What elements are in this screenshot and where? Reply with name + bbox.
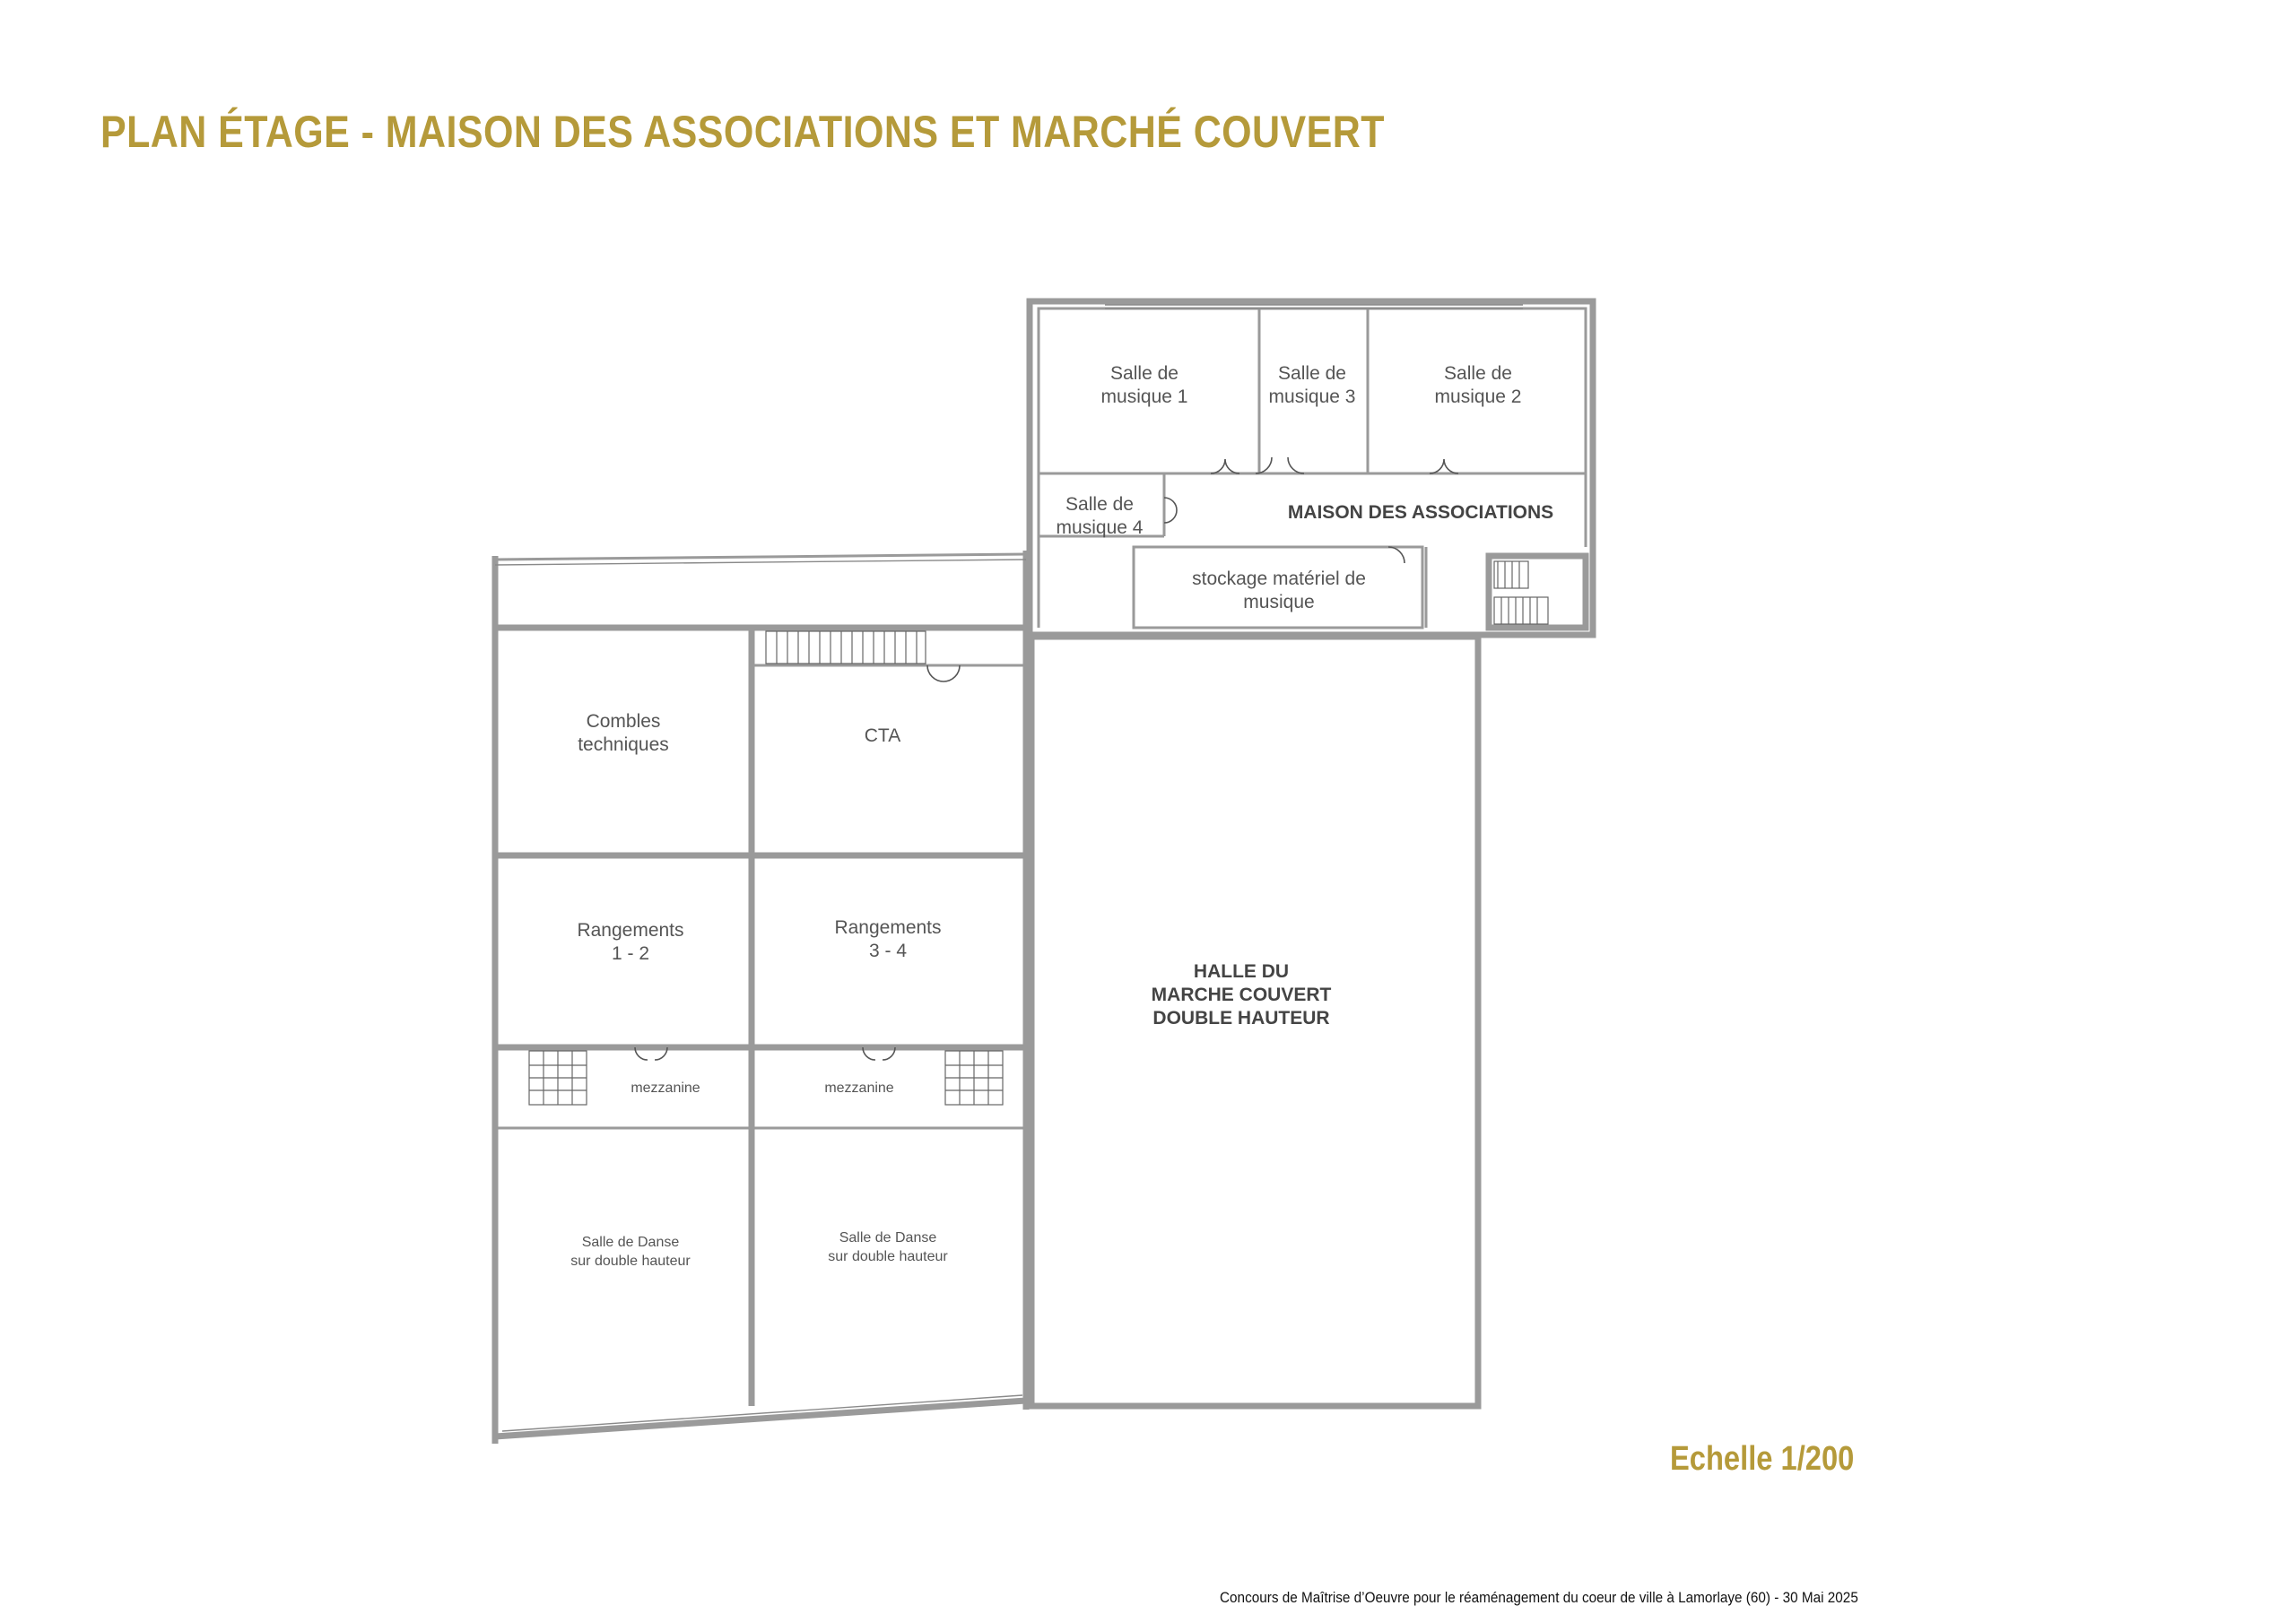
left-block bbox=[495, 551, 1026, 1444]
svg-text:MARCHE COUVERT: MARCHE COUVERT bbox=[1151, 985, 1332, 1005]
label-salle-musique-4: Salle de bbox=[1065, 494, 1134, 515]
stair-mezzanine-left bbox=[529, 1051, 587, 1105]
footer-note: Concours de Maîtrise d’Oeuvre pour le réaménagement du coeur de ville à Lamorlaye (60) - 30 Mai 2025 bbox=[1220, 1589, 1858, 1606]
svg-text:3 - 4: 3 - 4 bbox=[868, 941, 908, 961]
label-combles: Combles bbox=[586, 711, 661, 732]
stair-maison bbox=[1494, 561, 1548, 624]
label-salle-musique-3: Salle de bbox=[1278, 363, 1346, 384]
label-mezzanine-left: mezzanine bbox=[631, 1081, 700, 1096]
svg-text:musique 2: musique 2 bbox=[1434, 386, 1522, 407]
svg-text:musique 1: musique 1 bbox=[1100, 386, 1188, 407]
label-stockage: stockage matériel de bbox=[1192, 568, 1366, 589]
svg-text:1 - 2: 1 - 2 bbox=[611, 943, 650, 964]
svg-text:DOUBLE HAUTEUR: DOUBLE HAUTEUR bbox=[1152, 1008, 1330, 1028]
svg-text:musique 4: musique 4 bbox=[1056, 517, 1144, 538]
label-cta: CTA bbox=[864, 725, 901, 746]
svg-text:musique 3: musique 3 bbox=[1268, 386, 1356, 407]
stair-cta bbox=[766, 631, 926, 664]
svg-text:sur double hauteur: sur double hauteur bbox=[828, 1249, 948, 1264]
label-maison-associations: MAISON DES ASSOCIATIONS bbox=[1287, 502, 1554, 523]
svg-text:techniques: techniques bbox=[578, 734, 669, 755]
scale-label: Echelle 1/200 bbox=[1670, 1440, 1855, 1478]
label-danse-left: Salle de Danse bbox=[581, 1235, 680, 1250]
label-salle-musique-1: Salle de bbox=[1110, 363, 1178, 384]
svg-text:musique: musique bbox=[1243, 592, 1315, 612]
label-rangements-34: Rangements bbox=[834, 917, 942, 938]
label-halle: HALLE DU bbox=[1193, 961, 1290, 982]
label-salle-musique-2: Salle de bbox=[1444, 363, 1512, 384]
label-danse-right: Salle de Danse bbox=[839, 1230, 937, 1245]
svg-text:sur double hauteur: sur double hauteur bbox=[570, 1254, 691, 1269]
label-rangements-12: Rangements bbox=[577, 920, 684, 941]
label-mezzanine-right: mezzanine bbox=[824, 1081, 894, 1096]
page-title: PLAN ÉTAGE - MAISON DES ASSOCIATIONS ET MARCHÉ COUVERT bbox=[100, 107, 1385, 157]
stair-mezzanine-right bbox=[945, 1051, 1003, 1105]
